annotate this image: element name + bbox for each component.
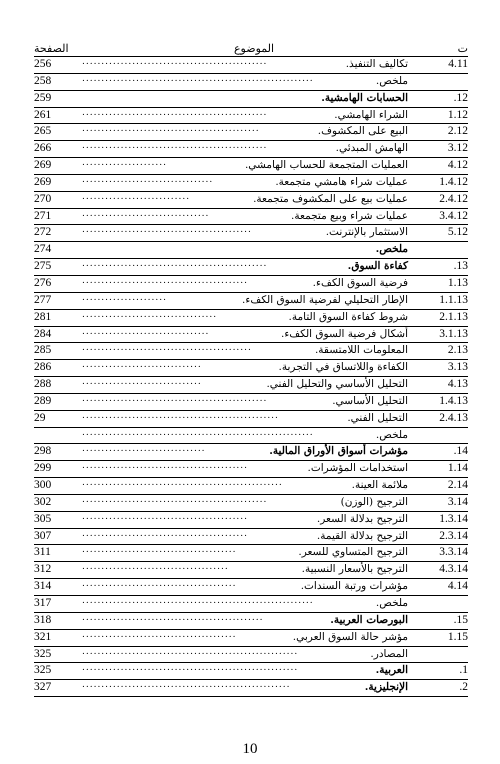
- toc-section-number: 3.13: [447, 361, 468, 374]
- toc-table: [34, 56, 468, 697]
- toc-section-number: .2: [459, 681, 468, 694]
- toc-entry-title: ملخص.: [373, 242, 408, 257]
- toc-section-number: 3.14: [447, 495, 468, 508]
- toc-entry-title: الترجيح بدلالة السعر.: [314, 512, 408, 527]
- toc-entry-title: ملخص.: [373, 428, 408, 443]
- toc-section-number: 3.1.13: [439, 327, 468, 340]
- dot-leader: ........................................................: [82, 663, 299, 674]
- toc-section-number: 4.12: [447, 159, 468, 172]
- toc-entry-title: الهامش المبدئي.: [333, 141, 408, 156]
- toc-page-number: 269: [34, 159, 52, 172]
- dot-leader: ................................................: [82, 259, 268, 270]
- toc-entry-title: الإنجليزية.: [362, 680, 408, 695]
- toc-page-number: 300: [34, 479, 52, 492]
- toc-section-number: 1.4.12: [439, 175, 468, 188]
- toc-entry-title: البيع على المكشوف.: [315, 124, 408, 139]
- dot-leader: ............................................................: [82, 73, 314, 84]
- toc-entry-title: ملخص.: [373, 74, 408, 89]
- toc-page-number: 256: [34, 58, 52, 70]
- toc-entry-title: الترجيح بدلالة القيمة.: [314, 529, 408, 544]
- dot-leader: ...................................................: [82, 410, 279, 421]
- toc-section-number: 4.3.14: [439, 563, 468, 576]
- dot-leader: ....................................................: [82, 478, 283, 489]
- dot-leader: ...........................................: [82, 461, 249, 472]
- toc-page-number: 271: [34, 209, 52, 222]
- page-number: 10: [242, 741, 258, 757]
- toc-page-number: 269: [34, 175, 52, 188]
- toc-entry-title: الترجيح المتساوي للسعر.: [295, 545, 408, 560]
- dot-leader: ................................................: [82, 393, 268, 404]
- toc-entry-title: أشكال فرضية السوق الكفء.: [278, 327, 408, 342]
- topic-column-header: الموضوع: [233, 42, 275, 55]
- toc-section-number: 2.13: [447, 344, 468, 357]
- toc-section-number: 1.13: [447, 276, 468, 289]
- toc-page-number: 321: [34, 630, 52, 643]
- toc-section-number: 1.12: [447, 108, 468, 121]
- toc-section-number: .14: [453, 445, 468, 458]
- page-column-header: الصفحة: [34, 42, 69, 55]
- toc-page-number: 265: [34, 125, 52, 138]
- toc-page-number: 285: [34, 344, 52, 357]
- toc-section-number: 2.4.12: [439, 192, 468, 205]
- toc-entry-title: كفاءة السوق.: [345, 259, 408, 274]
- dot-leader: ........................................................: [82, 646, 299, 657]
- toc-entry-title: العمليات المتجمعة للحساب الهامشي.: [242, 158, 408, 173]
- toc-section-number: 4.11: [448, 58, 468, 70]
- toc-page-number: 286: [34, 361, 52, 374]
- toc-section-number: 3.4.12: [439, 209, 468, 222]
- toc-entry-title: مؤشرات أسواق الأوراق المالية.: [266, 444, 408, 459]
- toc-entry-title: الإطار التحليلي لفرضية السوق الكفء.: [239, 293, 408, 308]
- toc-row: [34, 225, 468, 242]
- dot-leader: ...............................................: [82, 612, 264, 623]
- toc-page-number: 261: [34, 108, 52, 121]
- toc-entry-title: عمليات شراء وبيع متجمعة.: [288, 209, 408, 224]
- dot-leader: ...............................: [82, 360, 202, 371]
- toc-page-number: 307: [34, 529, 52, 542]
- toc-section-number: 2.1.13: [439, 310, 468, 323]
- dot-leader: ................................: [82, 444, 206, 455]
- toc-page-number: 270: [34, 192, 52, 205]
- toc-entry-title: ملائمة العينة.: [349, 478, 408, 493]
- toc-section-number: 3.3.14: [439, 546, 468, 559]
- toc-page-number: 281: [34, 310, 52, 323]
- toc-page-number: 305: [34, 512, 52, 525]
- toc-entry-title: عمليات بيع على المكشوف متجمعة.: [250, 192, 408, 207]
- toc-entry-title: مؤشرات ورتبة السندات.: [298, 579, 408, 594]
- dot-leader: .................................: [82, 326, 210, 337]
- toc-page-number: 311: [34, 546, 51, 559]
- toc-page-number: 284: [34, 327, 52, 340]
- dot-leader: ................................................: [82, 107, 268, 118]
- toc-entry-title: الكفاءة واللاتساق في التجربة.: [276, 360, 408, 375]
- dot-leader: ...................................: [82, 309, 218, 320]
- toc-entry-title: الاستثمار بالإنترنت.: [323, 225, 408, 240]
- toc-entry-title: فرضية السوق الكفء.: [310, 276, 408, 291]
- toc-page-number: 325: [34, 664, 52, 677]
- dot-leader: ............................: [82, 191, 191, 202]
- toc-page-number: 258: [34, 74, 52, 87]
- toc-page-number: 277: [34, 293, 52, 306]
- dot-leader: ......................: [82, 292, 167, 303]
- toc-section-number: 1.1.13: [439, 293, 468, 306]
- dot-leader: .................................: [82, 208, 210, 219]
- dot-leader: ...........................................: [82, 275, 249, 286]
- toc-page-number: 274: [34, 243, 52, 256]
- toc-entry-title: التحليل الأساسي والتحليل الفني.: [263, 377, 408, 392]
- toc-entry-title: التحليل الفني.: [344, 411, 408, 426]
- toc-page-number: 318: [34, 613, 52, 626]
- toc-page-number: 314: [34, 580, 52, 593]
- toc-page-number: 317: [34, 597, 52, 609]
- toc-section-number: 3.12: [447, 142, 468, 155]
- toc-entry-title: البورصات العربية.: [327, 613, 408, 628]
- toc-page-number: 312: [34, 563, 52, 576]
- toc-entry-title: شروط كفاءة السوق التامة.: [286, 310, 408, 325]
- dot-leader: ............................................: [82, 343, 252, 354]
- number-column-header: ت: [457, 42, 468, 55]
- toc-page-number: 325: [34, 647, 52, 660]
- dot-leader: ...........................................: [82, 511, 249, 522]
- toc-entry-title: التحليل الأساسي.: [329, 394, 408, 409]
- toc-page-number: 259: [34, 91, 52, 104]
- toc-page-number: 288: [34, 378, 52, 391]
- toc-page-number: 266: [34, 142, 52, 155]
- toc-entry-title: تكاليف التنفيذ.: [343, 57, 408, 72]
- dot-leader: ..............................................: [82, 124, 260, 135]
- toc-entry-title: المصادر.: [367, 647, 408, 662]
- toc-page-number: 275: [34, 260, 52, 273]
- dot-leader: ...............................: [82, 377, 202, 388]
- toc-page-number: 327: [34, 681, 52, 694]
- dot-leader: ......................................................: [82, 680, 291, 691]
- toc-section-number: .1: [459, 664, 468, 677]
- dot-leader: ........................................: [82, 579, 237, 590]
- toc-section-number: 4.14: [447, 580, 468, 593]
- toc-section-number: 2.12: [447, 125, 468, 138]
- dot-leader: ............................................................: [82, 427, 314, 438]
- toc-section-number: .15: [453, 613, 468, 626]
- toc-section-number: 2.14: [447, 479, 468, 492]
- toc-entry-title: الشراء الهامشي.: [331, 108, 408, 123]
- toc-section-number: 1.4.13: [439, 394, 468, 407]
- dot-leader: ..................................: [82, 174, 214, 185]
- dot-leader: ............................................................: [82, 596, 314, 606]
- toc-section-number: 1.14: [447, 462, 468, 475]
- toc-section-number: .12: [453, 91, 468, 104]
- toc-entry-title: استخدامات المؤشرات.: [305, 461, 408, 476]
- dot-leader: ........................................: [82, 545, 237, 556]
- dot-leader: ................................................: [82, 494, 268, 505]
- toc-page-number: 298: [34, 445, 52, 458]
- toc-page-number: 299: [34, 462, 52, 475]
- dot-leader: ......................: [82, 158, 167, 169]
- dot-leader: ........................................: [82, 629, 237, 640]
- toc-entry-title: الترجيح (الوزن): [338, 495, 408, 510]
- toc-entry-title: العربية.: [373, 663, 408, 678]
- toc-section-number: 2.3.14: [439, 529, 468, 542]
- dot-leader: ............................................: [82, 225, 252, 236]
- toc-entry-title: الترجيح بالأسعار النسبية.: [299, 562, 408, 577]
- dot-leader: ...........................................: [82, 528, 249, 539]
- toc-section-number: 5.12: [447, 226, 468, 239]
- toc-entry-title: مؤشر حالة السوق العربي.: [290, 630, 408, 645]
- toc-entry-title: ملخص.: [373, 596, 408, 611]
- toc-row: [34, 74, 468, 91]
- toc-page-number: 29: [34, 411, 46, 424]
- toc-section-number: .13: [453, 260, 468, 273]
- toc-section-number: 1.3.14: [439, 512, 468, 525]
- toc-row: [34, 680, 468, 697]
- toc-page-number: 289: [34, 394, 52, 407]
- toc-page-number: 302: [34, 495, 52, 508]
- toc-page-number: 272: [34, 226, 52, 239]
- toc-page-number: 276: [34, 276, 52, 289]
- dot-leader: ................................................: [82, 141, 268, 152]
- toc-entry-title: الحسابات الهامشية.: [318, 91, 408, 106]
- toc-section-number: 4.13: [447, 378, 468, 391]
- toc-entry-title: عمليات شراء هامشي متجمعة.: [272, 175, 408, 190]
- toc-section-number: 2.4.13: [439, 411, 468, 424]
- toc-entry-title: المعلومات اللامتسقة.: [312, 343, 408, 358]
- dot-leader: ................................................: [82, 57, 268, 67]
- dot-leader: ......................................: [82, 562, 229, 573]
- toc-section-number: 1.15: [447, 630, 468, 643]
